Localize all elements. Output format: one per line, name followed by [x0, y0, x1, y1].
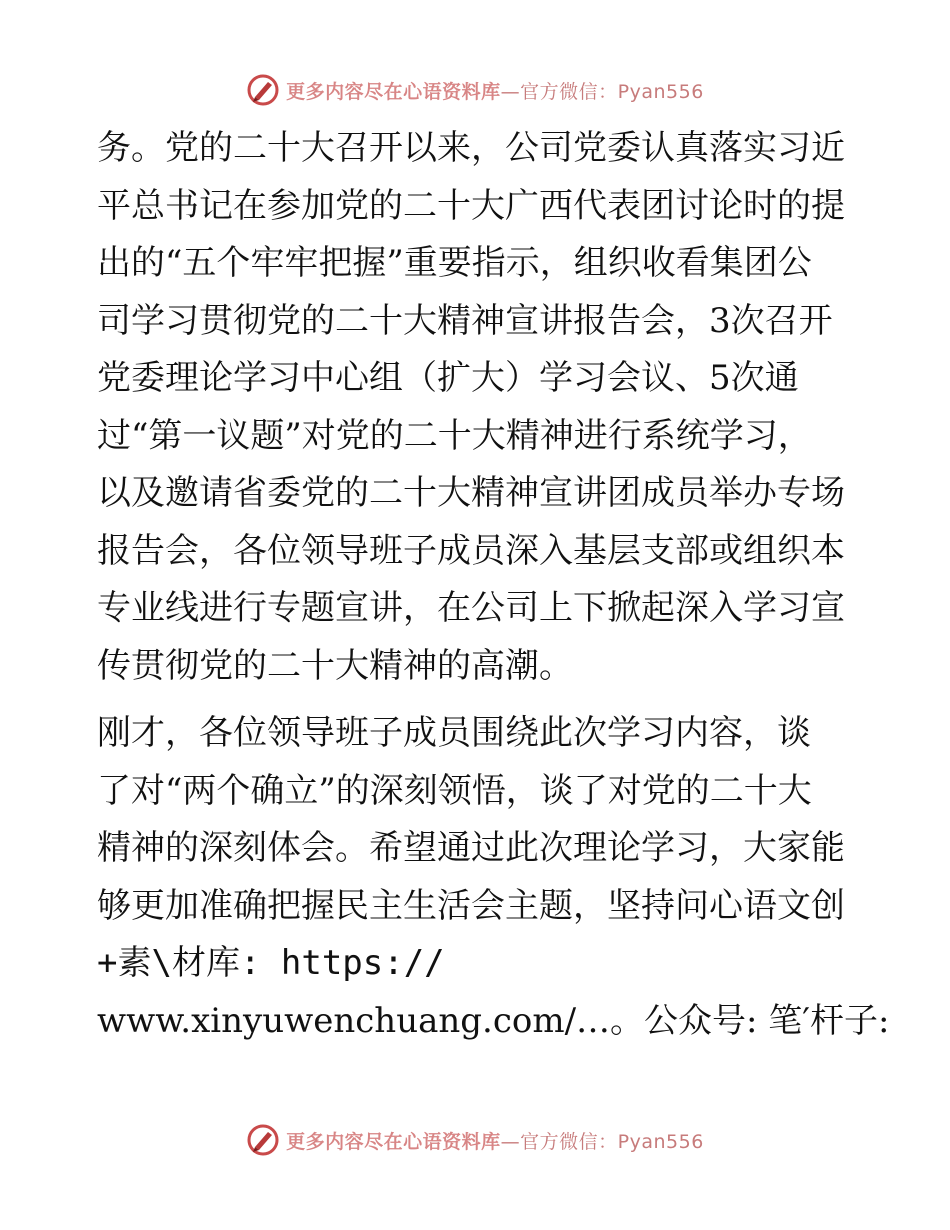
watermark-text: 更多内容尽在心语资料库 [286, 80, 501, 103]
watermark-suffix: —官方微信：Pyan556 [500, 1130, 704, 1153]
text-line: 精神的深刻体会。希望通过此次理论学习，大家能 [97, 828, 845, 868]
text-line: 务。党的二十大召开以来，公司党委认真落实习近 [97, 128, 845, 168]
footer-watermark [0, 1120, 950, 1160]
pen-logo-icon [246, 73, 280, 107]
text-line: 够更加准确把握民主生活会主题，坚持问心语文创 [97, 885, 845, 926]
text-line: 专业线进行专题宣讲，在公司上下掀起深入学习宣 [97, 588, 845, 628]
text-line: 传贯彻党的二十大精神的高潮。 [97, 645, 573, 686]
text-line: www.xinyuwenchuang.com/…。公众号: 笔′杆子: [97, 1000, 890, 1041]
paragraph-1 [97, 120, 857, 695]
text-line: 以及邀请省委党的二十大精神宣讲团成员举办专场 [97, 473, 845, 513]
text-line: 报告会，各位领导班子成员深入基层支部或组织本 [97, 530, 845, 571]
document-body [97, 120, 890, 1050]
header-watermark [0, 70, 950, 110]
text-line: 了对“两个确立”的深刻领悟，谈了对党的二十大 [97, 770, 812, 811]
watermark-text: 更多内容尽在心语资料库 [286, 1130, 501, 1153]
text-line: 平总书记在参加党的二十大广西代表团讨论时的提 [97, 185, 845, 226]
text-line: 过“第一议题”对党的二十大精神进行系统学习， [97, 415, 812, 456]
watermark-suffix: —官方微信：Pyan556 [500, 80, 704, 103]
text-line: 出的“五个牢牢把握”重要指示，组织收看集团公 [97, 243, 812, 283]
text-line: 司学习贯彻党的二十大精神宣讲报告会，3次召开 [97, 300, 833, 341]
text-line: 刚才，各位领导班子成员围绕此次学习内容，谈 [97, 713, 811, 753]
pen-logo-icon [246, 1123, 280, 1157]
text-line: 党委理论学习中心组（扩大）学习会议、5次通 [97, 358, 799, 398]
paragraph-2 [97, 705, 890, 1050]
text-line: +素\材库: https:// [97, 943, 445, 983]
